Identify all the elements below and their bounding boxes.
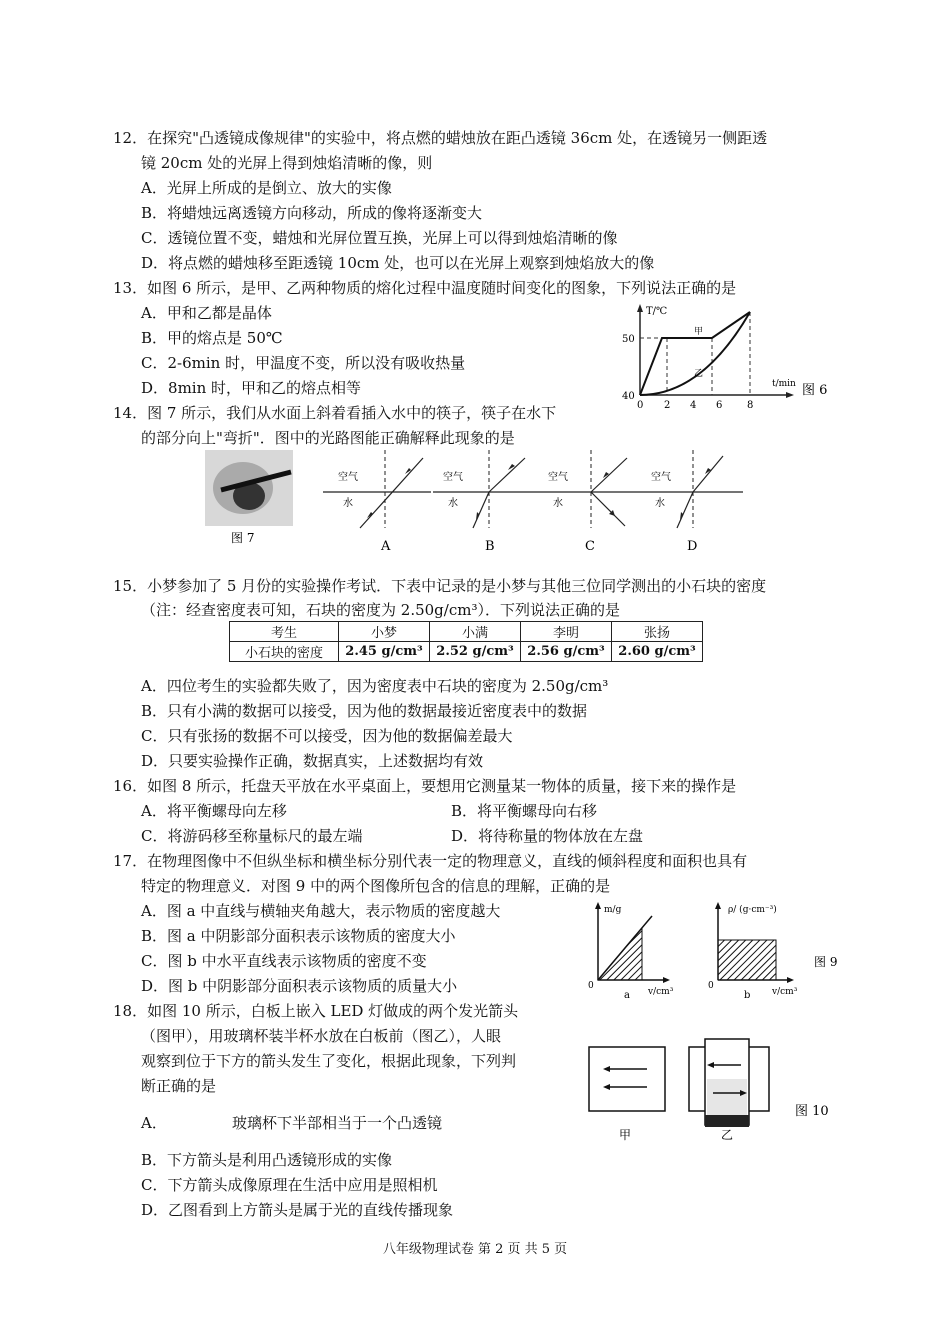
fig7-c-air: 空气	[548, 472, 568, 483]
q16-option-d: D．将待称量的物体放在左盘	[451, 827, 644, 845]
table-cell: 2.52 g/cm³	[430, 642, 521, 662]
fig9-b-origin: 0	[708, 981, 714, 991]
fig10-board-yi	[689, 1039, 769, 1142]
fig10-caption: 图 10	[795, 1104, 829, 1119]
fig9-a-xlabel: v/cm³	[648, 987, 674, 997]
fig6-tick-8: 8	[747, 400, 754, 410]
q18-stem-cont-1: （图甲），用玻璃杯装半杯水放在白板前（图乙），人眼	[141, 1027, 502, 1045]
fig6-tick-40: 40	[622, 391, 635, 402]
q14-stem-cont: 的部分向上"弯折"．图中的光路图能正确解释此现象的是	[141, 429, 515, 447]
q17-option-c: C．图 b 中水平直线表示该物质的密度不变	[141, 952, 427, 970]
q13-option-a: A．甲和乙都是晶体	[141, 304, 272, 322]
fig7-a-water: 水	[343, 498, 353, 509]
page-footer: 八年级物理试卷 第 2 页 共 5 页	[382, 1242, 568, 1257]
figure-6-graph	[612, 300, 847, 410]
table-header-cell: 小梦	[339, 622, 430, 642]
fig6-tick-50: 50	[622, 334, 635, 345]
q12-option-d: D．将点燃的蜡烛移至距透镜 10cm 处，也可以在光屏上观察到烛焰放大的像	[141, 254, 655, 272]
fig9-a-origin: 0	[588, 981, 594, 991]
q18-option-a: 玻璃杯下半部相当于一个凸透镜	[232, 1114, 443, 1132]
q18-stem-cont-2: 观察到位于下方的箭头发生了变化，根据此现象，下列判	[141, 1052, 517, 1070]
table-header-cell: 李明	[521, 622, 612, 642]
fig9-graph-a	[588, 902, 674, 1001]
fig7-diagram-a	[323, 450, 431, 554]
q16-option-c: C．将游码移至称量标尺的最左端	[141, 827, 363, 845]
table-header-cell: 小满	[430, 622, 521, 642]
fig7-a-air: 空气	[338, 472, 358, 483]
q15-option-d: D．只要实验操作正确，数据真实，上述数据均有效	[141, 752, 484, 770]
fig7-b-air: 空气	[443, 472, 463, 483]
fig9-graph-b	[708, 902, 798, 1001]
table-cell: 2.56 g/cm³	[521, 642, 612, 662]
q17-stem-cont: 特定的物理意义．对图 9 中的两个图像所包含的信息的理解，正确的是	[141, 877, 611, 895]
fig7-b-label: B	[485, 539, 495, 554]
fig6-ylabel: T/℃	[646, 306, 668, 317]
q17-option-d: D．图 b 中阴影部分面积表示该物质的质量大小	[141, 977, 458, 995]
fig10-jia-label: 甲	[619, 1128, 632, 1142]
fig6-yi-label: 乙	[694, 369, 704, 379]
table-cell: 小石块的密度	[230, 642, 339, 662]
fig9-b-label: b	[744, 990, 751, 1001]
q12-option-b: B．将蜡烛远离透镜方向移动，所成的像将逐渐变大	[141, 204, 483, 222]
table-cell: 2.60 g/cm³	[612, 642, 703, 662]
fig7-a-label: A	[381, 539, 391, 554]
fig9-a-ylabel: m/g	[604, 905, 622, 915]
q15-option-c: C．只有张扬的数据不可以接受，因为他的数据偏差最大	[141, 727, 513, 745]
q16-stem: 16．如图 8 所示，托盘天平放在水平桌面上，要想用它测量某一物体的质量，接下来的操作是	[113, 777, 737, 795]
fig7-d-air: 空气	[651, 472, 671, 483]
fig7-c-water: 水	[553, 498, 563, 509]
q17-option-b: B．图 a 中阴影部分面积表示该物质的密度大小	[141, 927, 456, 945]
fig10-board-jia	[589, 1047, 665, 1142]
q15-stem-cont: （注：经查密度表可知，石块的密度为 2.50g/cm³）．下列说法正确的是	[141, 601, 620, 619]
q13-option-b: B．甲的熔点是 50℃	[141, 329, 283, 347]
q13-option-d: D．8min 时，甲和乙的熔点相等	[141, 379, 362, 397]
fig7-caption: 图 7	[231, 531, 255, 545]
table-header-cell: 考生	[230, 622, 339, 642]
fig9-caption: 图 9	[814, 955, 838, 969]
figure-7-light-paths	[203, 448, 748, 556]
fig9-b-ylabel: ρ/ (g·cm⁻³)	[728, 905, 777, 915]
fig6-tick-0: 0	[637, 400, 644, 410]
fig6-jia-label: 甲	[694, 327, 704, 337]
q12-option-a: A．光屏上所成的是倒立、放大的实像	[141, 179, 392, 197]
q12-stem-cont: 镜 20cm 处的光屏上得到烛焰清晰的像，则	[141, 154, 433, 172]
q14-stem: 14．图 7 所示，我们从水面上斜着看插入水中的筷子，筷子在水下	[113, 404, 557, 422]
fig6-tick-4: 4	[690, 400, 697, 410]
q18-option-d: D．乙图看到上方箭头是属于光的直线传播现象	[141, 1201, 454, 1219]
fig7-diagram-b	[433, 450, 541, 554]
q18-option-a-letter: A．	[141, 1114, 167, 1132]
q16-option-a: A．将平衡螺母向左移	[141, 802, 287, 820]
table-header-cell: 张扬	[612, 622, 703, 642]
table-row	[230, 622, 703, 642]
q15-option-a: A．四位考生的实验都失败了，因为密度表中石块的密度为 2.50g/cm³	[141, 677, 609, 695]
q15-stem: 15．小梦参加了 5 月份的实验操作考试．下表中记录的是小梦与其他三位同学测出的小石块的密度	[113, 577, 767, 595]
q18-option-c: C．下方箭头成像原理在生活中应用是照相机	[141, 1176, 438, 1194]
fig6-caption: 图 6	[802, 383, 828, 398]
table-row	[230, 642, 703, 662]
table-cell: 2.45 g/cm³	[339, 642, 430, 662]
density-table	[229, 621, 703, 662]
fig6-tick-6: 6	[716, 400, 723, 410]
fig10-yi-label: 乙	[721, 1128, 734, 1142]
q18-stem-cont-3: 断正确的是	[141, 1077, 217, 1095]
fig6-tick-2: 2	[664, 400, 671, 410]
fig9-a-label: a	[624, 990, 630, 1001]
figure-10-arrows	[585, 1035, 847, 1147]
figure-9-graphs	[582, 898, 850, 1002]
fig7-diagram-c	[541, 450, 649, 554]
q12-option-c: C．透镜位置不变，蜡烛和光屏位置互换，光屏上可以得到烛焰清晰的像	[141, 229, 618, 247]
q15-option-b: B．只有小满的数据可以接受，因为他的数据最接近密度表中的数据	[141, 702, 588, 720]
q17-option-a: A．图 a 中直线与横轴夹角越大，表示物质的密度越大	[141, 902, 501, 920]
fig6-xlabel: t/min	[772, 379, 796, 389]
q18-stem: 18．如图 10 所示，白板上嵌入 LED 灯做成的两个发光箭头	[113, 1002, 519, 1020]
q18-option-b: B．下方箭头是利用凸透镜形成的实像	[141, 1151, 393, 1169]
q17-stem: 17．在物理图像中不但纵坐标和横坐标分别代表一定的物理意义，直线的倾斜程度和面积也具有	[113, 852, 748, 870]
q16-option-b: B．将平衡螺母向右移	[451, 802, 598, 820]
q13-stem: 13．如图 6 所示，是甲、乙两种物质的熔化过程中温度随时间变化的图象，下列说法正确的是	[113, 279, 737, 297]
fig7-d-water: 水	[655, 498, 665, 509]
q13-option-c: C．2-6min 时，甲温度不变，所以没有吸收热量	[141, 354, 466, 372]
fig7-diagram-d	[649, 450, 743, 554]
fig7-d-label: D	[687, 539, 698, 554]
q12-stem: 12．在探究"凸透镜成像规律"的实验中，将点燃的蜡烛放在距凸透镜 36cm 处，在透镜另一侧距透	[113, 129, 768, 147]
fig9-b-xlabel: v/cm³	[772, 987, 798, 997]
fig7-c-label: C	[585, 539, 595, 554]
fig7-b-water: 水	[448, 498, 458, 509]
